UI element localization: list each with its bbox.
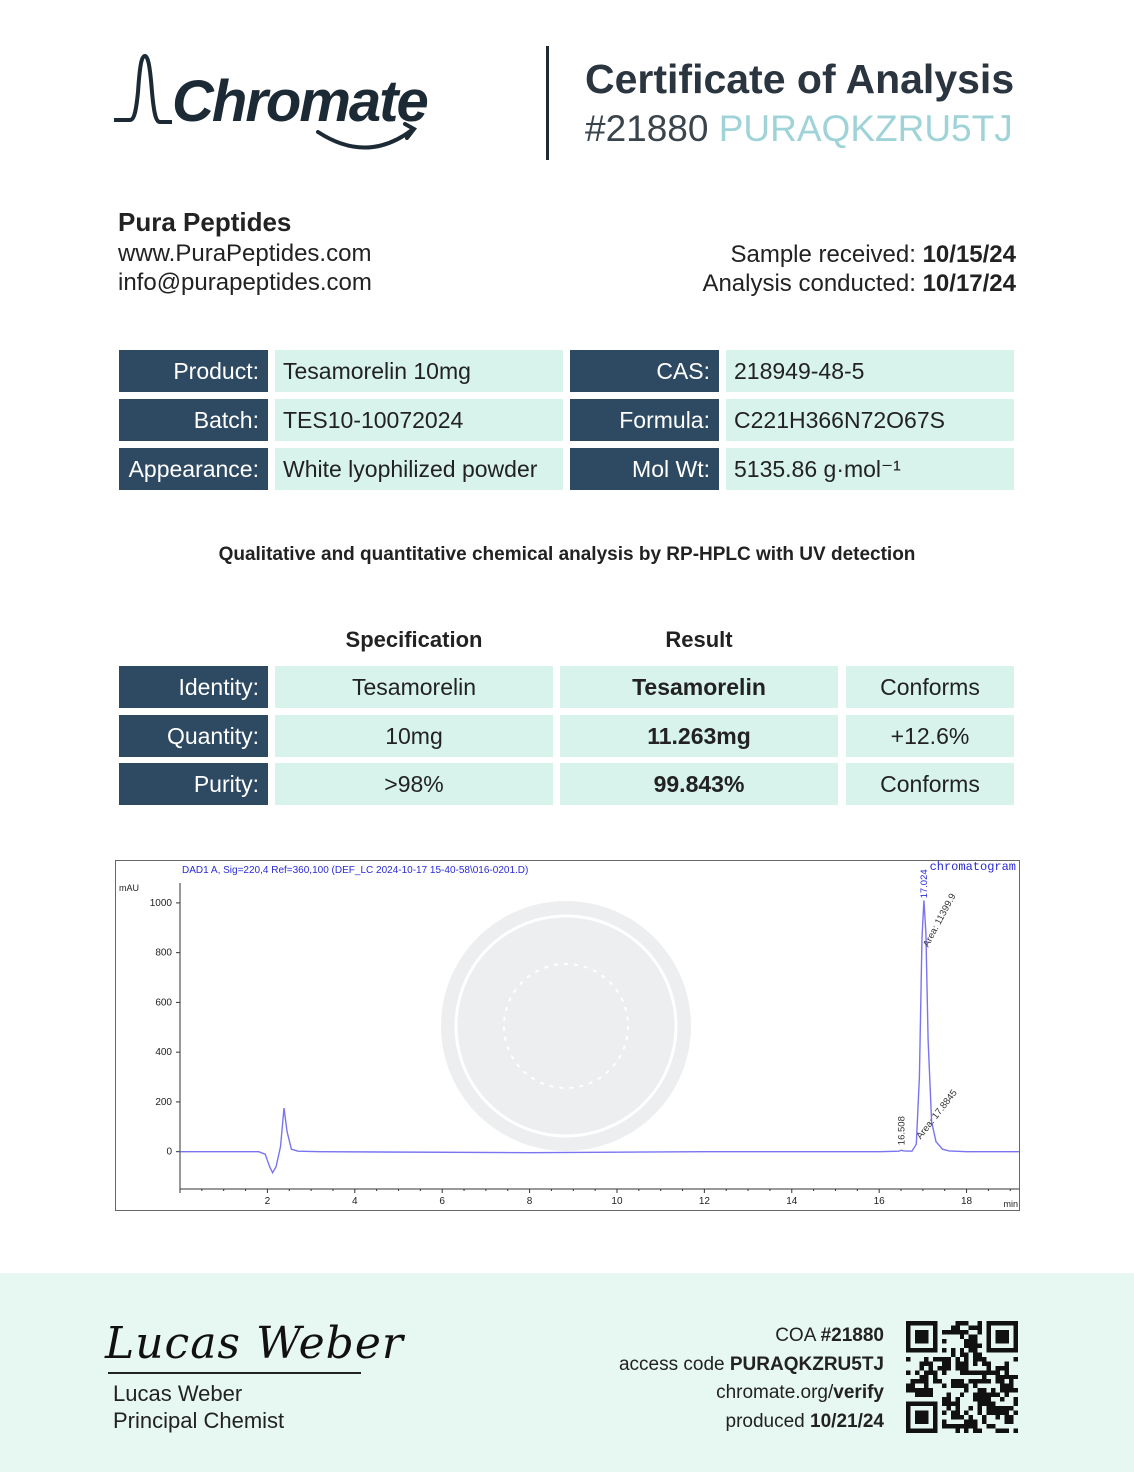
- analysis-conducted-value: 10/17/24: [922, 270, 1016, 297]
- appearance-label: Appearance:: [119, 448, 268, 490]
- x-axis-unit: min: [1003, 1199, 1018, 1209]
- sample-received: Sample received: 10/15/24: [730, 241, 1016, 268]
- sample-received-value: 10/15/24: [922, 241, 1016, 268]
- chromatogram-chart: [115, 860, 1020, 1211]
- qr-code-icon[interactable]: [906, 1321, 1018, 1433]
- certificate-number-line: [585, 108, 1013, 150]
- coa-number-line: COA #21880: [775, 1325, 884, 1346]
- identity-result: Tesamorelin: [560, 666, 838, 708]
- peak-area-label: Area: 17.8845: [914, 1087, 960, 1142]
- formula-label: Formula:: [570, 399, 719, 441]
- verification-info: [619, 1322, 884, 1436]
- x-tick-label: 4: [352, 1196, 358, 1207]
- product-label: Product:: [119, 350, 268, 392]
- y-tick-label: 1000: [149, 897, 172, 909]
- peak-area-label: Area: 11399.9: [921, 891, 959, 950]
- cas-label: CAS:: [570, 350, 719, 392]
- purity-spec: >98%: [275, 763, 553, 805]
- y-tick-label: 200: [155, 1096, 172, 1108]
- x-tick-label: 6: [439, 1196, 445, 1207]
- header-divider: [546, 46, 549, 160]
- sample-dates: [702, 240, 1016, 298]
- certificate-title: Certificate of Analysis: [585, 56, 1015, 102]
- mol-wt-value: 5135.86 g·mol⁻¹: [726, 448, 1014, 490]
- appearance-value: White lyophilized powder: [275, 448, 563, 490]
- chromate-logo: [112, 52, 442, 157]
- purity-result: 99.843%: [560, 763, 838, 805]
- peak-rt-label: 16.508: [896, 1116, 908, 1146]
- y-tick-label: 400: [155, 1047, 172, 1059]
- x-tick-label: 12: [698, 1196, 710, 1207]
- analysis-conducted: Analysis conducted: 10/17/24: [702, 270, 1016, 297]
- brand-name: Chromate: [172, 69, 427, 134]
- y-axis-unit: mAU: [119, 883, 139, 893]
- certificate-access-code: PURAQKZRU5TJ: [718, 108, 1013, 149]
- y-tick-label: 0: [166, 1146, 172, 1158]
- spec-column-header: Specification: [345, 627, 483, 652]
- peak-rt-label: 17.024: [918, 869, 930, 899]
- access-code-line: access code PURAQKZRU5TJ: [618, 1353, 884, 1375]
- y-tick-label: 600: [155, 997, 172, 1009]
- certificate-number: #21880: [585, 108, 709, 149]
- x-tick-label: 18: [961, 1196, 973, 1207]
- x-tick-label: 2: [264, 1196, 271, 1207]
- batch-label: Batch:: [119, 399, 268, 441]
- x-tick-label: 14: [786, 1196, 798, 1207]
- client-email[interactable]: info@purapeptides.com: [118, 269, 372, 296]
- signatory-name: Lucas Weber: [113, 1381, 243, 1406]
- result-column-header: Result: [665, 627, 733, 652]
- handwritten-signature: Lucas Weber: [105, 1318, 404, 1369]
- signatory-role: Principal Chemist: [113, 1408, 285, 1433]
- x-tick-label: 8: [526, 1196, 533, 1207]
- purity-status: Conforms: [846, 763, 1014, 805]
- quantity-result: 11.263mg: [560, 715, 838, 757]
- signature-line: [108, 1372, 361, 1374]
- verify-link[interactable]: chromate.org/verify: [716, 1382, 884, 1403]
- purity-label: Purity:: [119, 763, 268, 805]
- mol-wt-label: Mol Wt:: [570, 448, 719, 490]
- chromatogram-plot: [116, 861, 1019, 1210]
- identity-label: Identity:: [119, 666, 268, 708]
- chart-title: DAD1 A, Sig=220,4 Ref=360,100 (DEF_LC 2024-10-17 15-40-58\016-0201.D): [182, 865, 529, 876]
- formula-value: C221H366N72O67S: [726, 399, 1014, 441]
- analysis-method-title: Qualitative and quantitative chemical analysis by RP-HPLC with UV detection: [218, 544, 916, 565]
- x-tick-label: 10: [611, 1196, 623, 1207]
- cas-value: 218949-48-5: [726, 350, 1014, 392]
- quantity-spec: 10mg: [275, 715, 553, 757]
- x-tick-label: 16: [873, 1196, 885, 1207]
- produced-line: produced 10/21/24: [725, 1410, 884, 1432]
- quantity-status: +12.6%: [846, 715, 1014, 757]
- client-name: Pura Peptides: [118, 207, 292, 237]
- watermark-seal: [441, 901, 691, 1151]
- batch-value: TES10-10072024: [275, 399, 563, 441]
- client-website[interactable]: www.PuraPeptides.com: [118, 240, 372, 267]
- identity-status: Conforms: [846, 666, 1014, 708]
- quantity-label: Quantity:: [119, 715, 268, 757]
- identity-spec: Tesamorelin: [275, 666, 553, 708]
- chart-corner-label: chromatogram: [929, 861, 1016, 874]
- product-value: Tesamorelin 10mg: [275, 350, 563, 392]
- y-tick-label: 800: [155, 947, 172, 959]
